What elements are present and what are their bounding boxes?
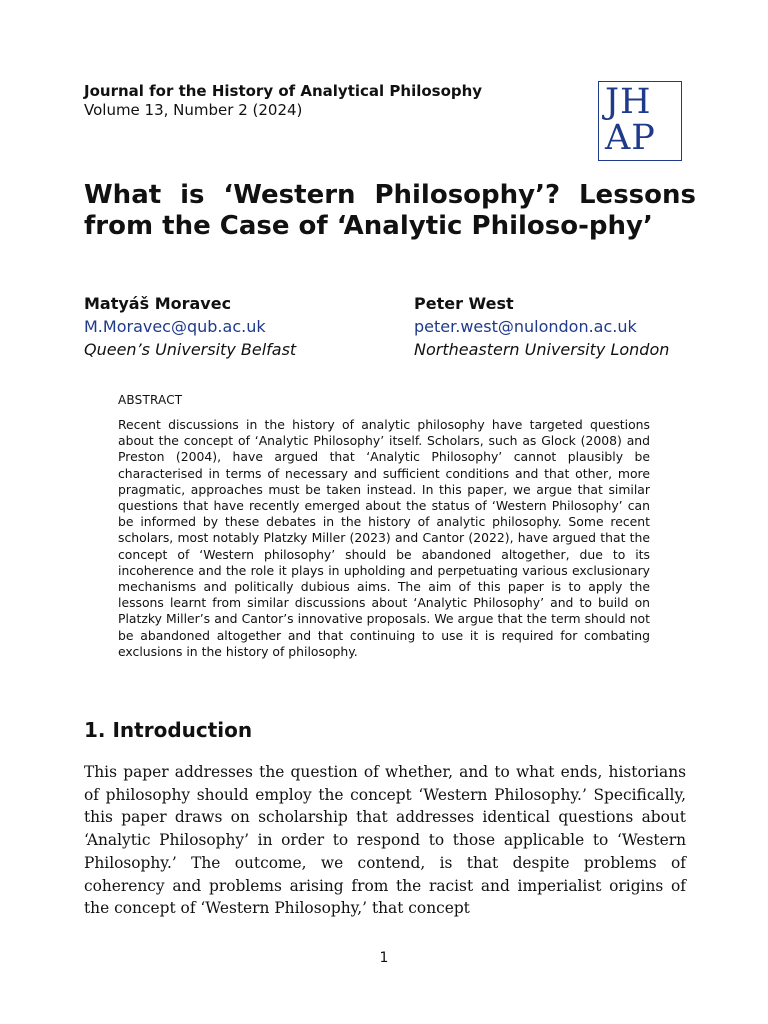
logo-line-1: JH [605, 82, 652, 122]
journal-header [84, 82, 482, 120]
abstract-text: Recent discussions in the history of analytic philosophy have targeted questions about the concept of ‘Analytic Philosophy’ itself. Scholars, such as Glock (2008) and Preston (2004), have argued that ‘Analytic Philosophy’ cannot plausibly be characterised in terms of necessary and sufficient conditions and that other, more pragmatic, approaches must be taken instead. In this paper, we argue that similar questions that have recently emerged about the status of ‘Western Philosophy’ can be informed by these debates in the history of analytic philosophy. Some recent scholars, most notably Platzky Miller (2023) and Cantor (2022), have argued that the concept of ‘Western philosophy’ should be abandoned altogether, due to its incoherence and the role it plays in upholding and perpetuating various exclusionary mechanisms and politically dubious aims. The aim of this paper is to apply the lessons learnt from similar discussions about ‘Analytic Philosophy’ and to build on Platzky Miller’s and Cantor’s innovative proposals. We argue that the term should not be abandoned altogether and that continuing to use it is required for combating exclusions in the history of philosophy. [118, 417, 650, 659]
paper-title: What is ‘Western Philosophy’? Lessons from the Case of ‘Analytic Philoso-phy’ [84, 180, 696, 241]
author-affiliation: Queen’s University Belfast [84, 340, 297, 359]
page-number: 1 [379, 950, 389, 966]
author-name: Matyáš Moravec [84, 294, 232, 313]
author-block-2 [414, 292, 669, 361]
author-email-link[interactable]: M.Moravec@qub.ac.uk [84, 317, 266, 336]
section-body-text: This paper addresses the question of whether, and to what ends, historians of philosophy should employ the concept ‘Western Philosophy.’ Specifically, this paper draws on scholarship that addresses identical questions about ‘Analytic Philosophy’ in order to respond to those applicable to ‘Western Philosophy.’ The outcome, we contend, is that despite problems of coherency and problems arising from the racist and imperialist origins of the concept of ‘Western Philosophy,’ that concept [84, 763, 686, 918]
author-name: Peter West [414, 294, 514, 313]
abstract-heading: ABSTRACT [118, 393, 183, 407]
author-email-link[interactable]: peter.west@nulondon.ac.uk [414, 317, 637, 336]
author-affiliation: Northeastern University London [414, 340, 670, 359]
journal-volume: Volume 13, Number 2 (2024) [84, 101, 303, 119]
abstract [118, 392, 650, 660]
journal-logo [598, 81, 682, 161]
logo-line-2: AP [605, 118, 656, 158]
section-heading: 1. Introduction [84, 718, 253, 742]
author-block-1 [84, 292, 296, 361]
journal-name: Journal for the History of Analytical Philosophy [84, 82, 483, 100]
